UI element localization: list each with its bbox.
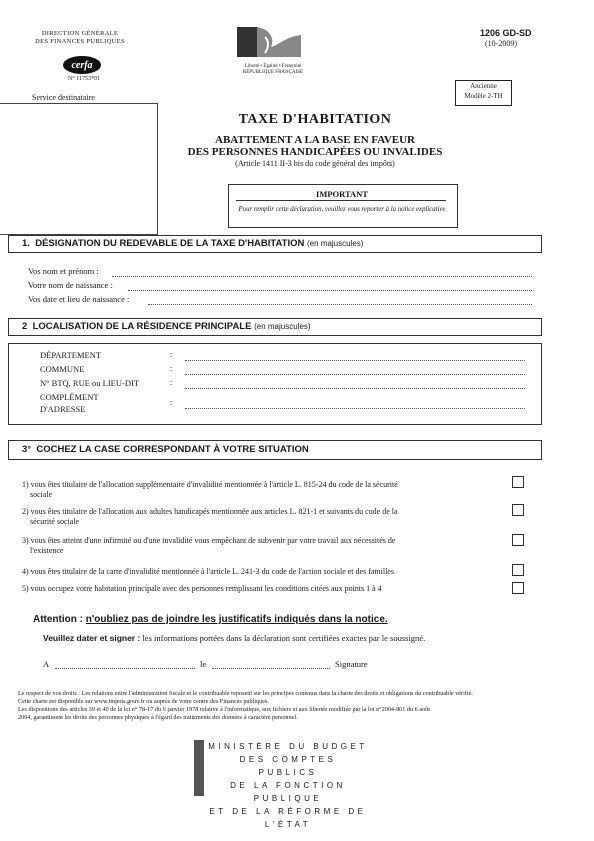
item-text: sécurité sociale xyxy=(30,517,80,526)
field-label-department: DÉPARTEMENT xyxy=(40,350,102,360)
cerfa-number: N° 11753*01 xyxy=(68,76,101,82)
date-label: le xyxy=(200,659,207,669)
situation-checkbox-5[interactable] xyxy=(512,582,524,594)
address-complement-field[interactable] xyxy=(185,408,525,409)
field-label-commune: COMMUNE xyxy=(40,364,85,374)
item-text: 2) vous êtes titulaire de l'allocation aux adultes handicapés mentionnée aux articles L. 821-1 et suivants du code de la xyxy=(22,507,398,516)
page-subtitle: ABATTEMENT A LA BASE EN FAVEUR xyxy=(215,134,415,146)
section-note: (en majuscules) xyxy=(254,322,311,331)
model-box-line: Ancienne xyxy=(470,82,497,90)
footnote-line: Cette charte est disponible sur www.impots.gouv.fr ou auprès de votre centre des Finances publiques. xyxy=(18,698,269,705)
page-subtitle: DES PERSONNES HANDICAPÉES OU INVALIDES xyxy=(187,146,443,158)
place-field[interactable] xyxy=(55,668,195,669)
field-label-name: Vos nom et prénom : xyxy=(28,266,99,276)
footnotes xyxy=(18,690,538,722)
ministry-line: DE LA FONCTION PUBLIQUE xyxy=(230,781,346,803)
situation-item-3 xyxy=(22,536,492,556)
situation-checkbox-4[interactable] xyxy=(512,564,524,576)
situation-item-1 xyxy=(22,480,492,500)
section-1-title: 1. DÉSIGNATION DU REDEVABLE DE LA TAXE D'HABITATION (en majuscules) xyxy=(22,238,364,249)
footnote-line: Les dispositions des articles 39 et 40 de la loi n° 78-17 du 6 janvier 1978 relative à l'informatique, aux fichiers et aux libertés modifiée par la loi n°2004-801 du 6 août xyxy=(18,706,430,713)
ministry-line: DES COMPTES PUBLICS xyxy=(239,755,337,777)
attention-note xyxy=(33,614,388,625)
section-2-title xyxy=(22,321,311,332)
service-label: Service destinataire xyxy=(32,93,95,102)
section-number: 3 xyxy=(22,444,28,455)
item-text: sociale xyxy=(30,490,53,499)
situation-checkbox-2[interactable] xyxy=(512,504,524,516)
item-text: 1) vous êtes titulaire de l'allocation supplémentaire d'invalidité mentionnée à l'article L. 815-24 du code de la sécurité xyxy=(22,480,398,489)
model-box xyxy=(455,80,512,106)
item-text: 3) vous êtes atteint d'une infirmité ou d'une invalidité vous empêchant de subvenir par votre travail aux nécessités de xyxy=(22,536,396,545)
cerfa-logo xyxy=(62,55,102,75)
field-label-birth-name: Votre nom de naissance : xyxy=(28,280,113,290)
date-field[interactable] xyxy=(212,668,330,669)
situation-checkbox-1[interactable] xyxy=(512,476,524,488)
item-text: 4) vous êtes titulaire de la carte d'invalidité mentionnée à l'article L. 241-3 du code de l'action sociale et des familles xyxy=(22,567,394,576)
signature-label: Signature xyxy=(335,659,368,669)
birth-date-place-field[interactable] xyxy=(148,304,532,305)
issuer-line: DES FINANCES PUBLIQUES xyxy=(35,38,125,45)
section-number: 1 xyxy=(22,238,28,249)
birth-name-field[interactable] xyxy=(128,290,532,291)
certify-bold: Veuillez dater et signer : xyxy=(43,633,141,643)
colon: : xyxy=(170,378,173,387)
model-box-line: Modèle 2-TH xyxy=(464,92,503,100)
cerfa-logo-text: cerfa xyxy=(71,60,93,71)
footnote-line: Le respect de vos droits : Les relations entre l'administration fiscale et le contribuable reposent sur les principes contenus dans la charte des droits et obligations du contribuable vérifié. xyxy=(18,690,473,697)
certify-text: les informations portées dans la déclaration sont certifiées exactes par le soussigné. xyxy=(142,633,426,643)
important-text: Pour remplir cette déclaration, veuillez vous reporter à la notice explicative xyxy=(238,206,446,213)
section-number: 2 xyxy=(22,321,28,332)
republic-logo xyxy=(235,25,305,65)
ministry-line: MINISTÈRE DU BUDGET xyxy=(208,742,368,751)
page-title: TAXE D'HABITATION xyxy=(238,112,392,127)
situation-checkbox-3[interactable] xyxy=(512,534,524,546)
item-text: l'existence xyxy=(30,546,64,555)
article-reference: (Article 1411 II-3 bis du code général des impôts) xyxy=(235,159,395,168)
ministry-line: ET DE LA RÉFORME DE L'ÉTAT xyxy=(209,807,367,829)
field-label-birth-date-place: Vos date et lieu de naissance : xyxy=(28,294,130,304)
important-heading: IMPORTANT xyxy=(316,189,368,199)
section-title-text: DÉSIGNATION DU REDEVABLE DE LA TAXE D'HABITATION xyxy=(35,238,305,249)
place-label: A xyxy=(43,659,50,669)
ministry-emblem xyxy=(190,738,208,798)
attention-prefix: Attention : xyxy=(33,614,83,625)
field-label-complement: COMPLÉMENT xyxy=(40,392,99,402)
name-field[interactable] xyxy=(112,276,532,277)
form-date: (10-2009) xyxy=(485,39,517,48)
situation-item-4 xyxy=(22,567,492,577)
form-code: 1206 GD-SD xyxy=(480,28,532,38)
certify-note xyxy=(43,633,513,643)
section-3-title: 3° COCHEZ LA CASE CORRESPONDANT À VOTRE SITUATION xyxy=(22,444,309,455)
colon: : xyxy=(170,398,173,407)
issuer-line: DIRECTION GÉNÉRALE xyxy=(41,30,119,37)
street-field[interactable] xyxy=(185,388,525,389)
field-label-street: N° BTQ, RUE ou LIEU-DIT xyxy=(40,378,140,388)
attention-text: n'oubliez pas de joindre les justificatifs indiqués dans la notice. xyxy=(85,614,388,625)
situation-item-2 xyxy=(22,507,492,527)
section-title-text: COCHEZ LA CASE CORRESPONDANT À VOTRE SITUATION xyxy=(36,444,309,455)
recipient-address-box xyxy=(0,103,158,235)
colon: : xyxy=(170,364,173,373)
commune-field[interactable] xyxy=(185,374,525,375)
divider xyxy=(236,200,446,201)
situation-item-5 xyxy=(22,584,492,594)
section-title-text: LOCALISATION DE LA RÉSIDENCE PRINCIPALE xyxy=(32,321,252,332)
department-field[interactable] xyxy=(185,360,525,361)
republic-text: Liberté • Égalité • Fraternité RÉPUBLIQUE FRANÇAISE xyxy=(242,64,304,75)
section-note: (en majuscules) xyxy=(307,239,364,248)
colon: : xyxy=(170,350,173,359)
field-label-address: D'ADRESSE xyxy=(40,404,86,414)
footnote-line: 2004, garantissent les droits des personnes physiques à l'égard des traitements des données à caractère personnel. xyxy=(18,714,298,721)
issuer-block xyxy=(30,30,130,46)
ministry-block xyxy=(208,740,368,831)
item-text: 5) vous occupez votre habitation principale avec des personnes remplissant les conditions citées aux points 1 à 4 xyxy=(22,584,382,593)
